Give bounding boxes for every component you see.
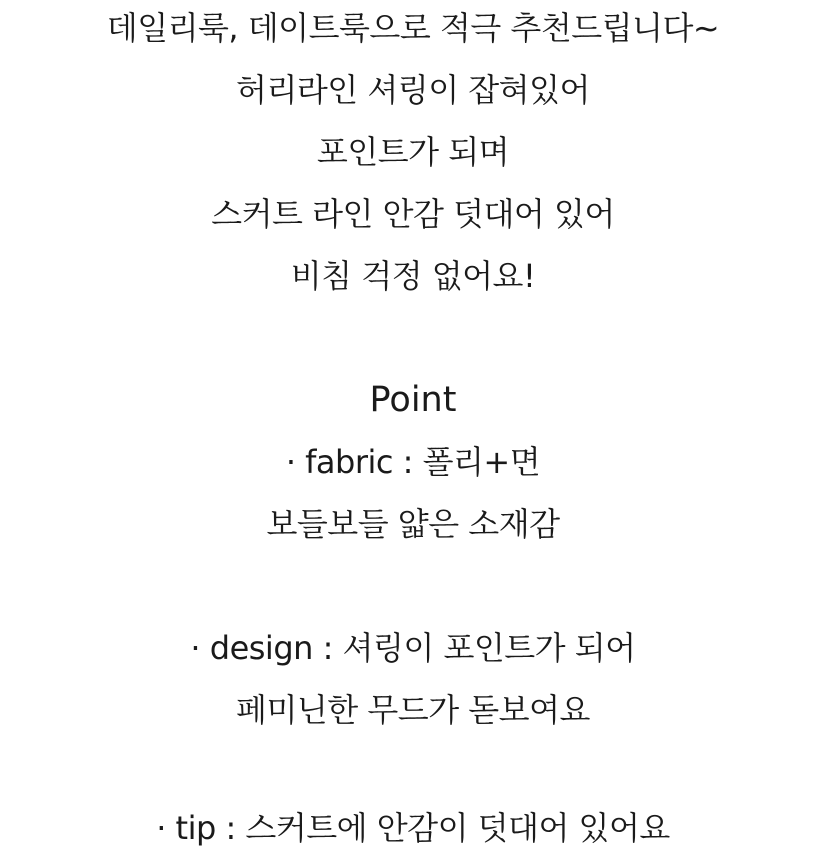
design-description: 페미닌한 무드가 돋보여요 [236, 691, 590, 729]
intro-line-1: 데일리룩, 데이트룩으로 적극 추천드립니다~ [106, 9, 720, 47]
design-line: · design : 셔링이 포인트가 되어 [190, 629, 636, 667]
fabric-description: 보들보들 얇은 소재감 [266, 505, 560, 543]
fabric-line: · fabric : 폴리+면 [285, 443, 541, 481]
point-heading: Point [369, 380, 457, 420]
intro-line-5: 비침 걱정 없어요! [290, 257, 536, 295]
intro-line-2: 허리라인 셔링이 잡혀있어 [236, 71, 590, 109]
tip-line: · tip : 스커트에 안감이 덧대어 있어요 [156, 809, 670, 847]
intro-line-3: 포인트가 되며 [316, 133, 510, 171]
intro-line-4: 스커트 라인 안감 덧대어 있어 [211, 195, 615, 233]
